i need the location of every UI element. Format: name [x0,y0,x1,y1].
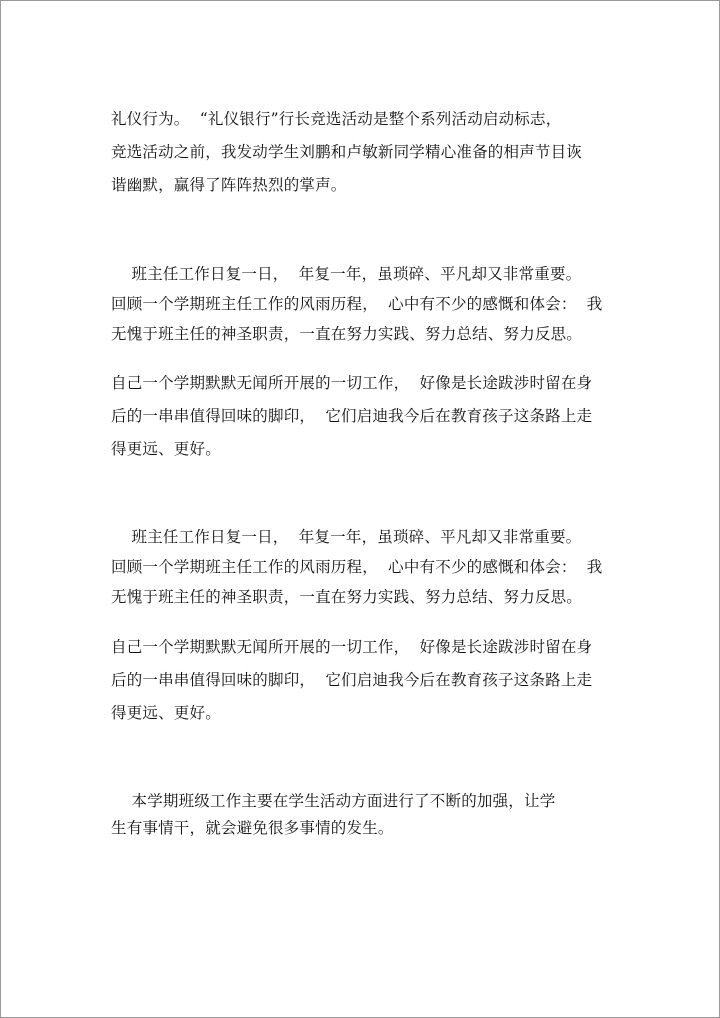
paragraph-2-line-3: 无愧于班主任的神圣职责，一直在努力实践、努力总结、努力反思。 [111,325,583,343]
paragraph-2-line-2: 回顾一个学期班主任工作的风雨历程， 心中有不少的感慨和体会： 我 [111,295,603,313]
paragraph-6-line-2: 生有事情干，就会避免很多事情的发生。 [111,819,394,837]
paragraph-5-line-3: 得更远、更好。 [111,704,221,722]
paragraph-2-line-1: 班主任工作日复一日， 年复一年，虽琐碎、平凡却又非常重要。 [111,265,582,283]
paragraph-3-line-1: 自己一个学期默默无闻所开展的一切工作， 好像是长途跋涉时留在身 [111,374,593,392]
paragraph-6-line-1: 本学期班级工作主要在学生活动方面进行了不断的加强，让学 [111,792,556,810]
paragraph-3-line-2: 后的一串串值得回味的脚印， 它们启迪我今后在教育孩子这条路上走 [111,407,593,425]
paragraph-3-line-3: 得更远、更好。 [111,440,221,458]
paragraph-4-line-1: 班主任工作日复一日， 年复一年，虽琐碎、平凡却又非常重要。 [111,528,582,546]
paragraph-1-line-1: 礼仪行为。 “礼仪银行”行长竞选活动是整个系列活动启动标志， [111,110,562,128]
paragraph-4-line-2: 回顾一个学期班主任工作的风雨历程， 心中有不少的感慨和体会： 我 [111,558,603,576]
paragraph-5-line-1: 自己一个学期默默无闻所开展的一切工作， 好像是长途跋涉时留在身 [111,638,593,656]
paragraph-1-line-2: 竞选活动之前，我发动学生刘鹏和卢敏新同学精心准备的相声节目诙 [111,143,583,161]
paragraph-4-line-3: 无愧于班主任的神圣职责，一直在努力实践、努力总结、努力反思。 [111,588,583,606]
paragraph-1-line-3: 谐幽默，赢得了阵阵热烈的掌声。 [111,176,347,194]
paragraph-5-line-2: 后的一串串值得回味的脚印， 它们启迪我今后在教育孩子这条路上走 [111,671,593,689]
